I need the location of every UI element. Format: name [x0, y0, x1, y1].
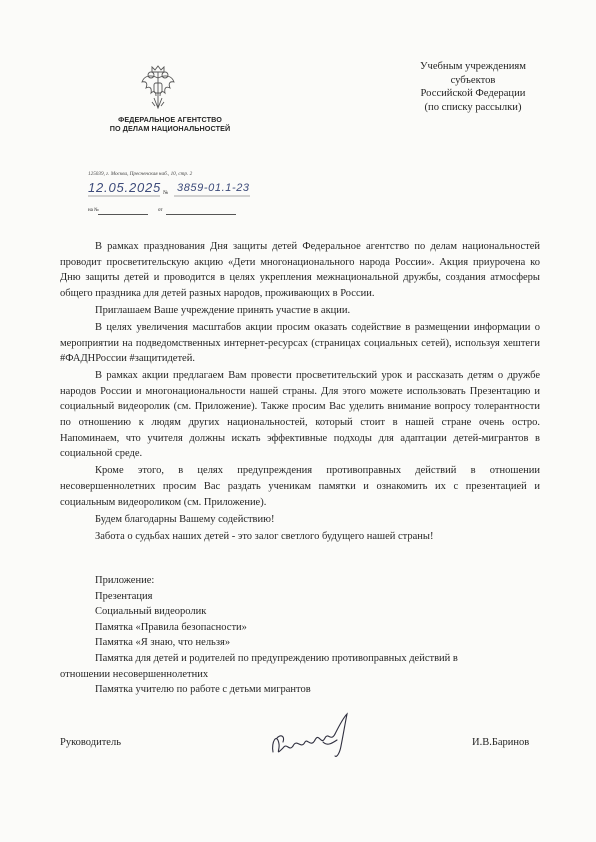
reference-line — [88, 208, 238, 216]
reference-number-label: на № — [88, 208, 99, 213]
attachment-item: Памятка «Правила безопасности» — [95, 621, 247, 633]
attachments-list — [60, 573, 540, 698]
handwritten-signature — [265, 712, 360, 760]
signer-position: Руководитель — [60, 737, 121, 748]
attachment-item: Памятка учителю по работе с детьми мигрантов — [95, 684, 311, 696]
agency-name — [100, 115, 240, 133]
attachment-item: Социальный видеоролик — [95, 606, 207, 618]
agency-name-line-2: ПО ДЕЛАМ НАЦИОНАЛЬНОСТЕЙ — [109, 124, 231, 133]
coat-of-arms-emblem — [140, 64, 176, 112]
paragraph-7: Забота о судьбах наших детей - это залог светлого будущего нашей страны! — [95, 530, 434, 542]
recipient-line-2: субъектов — [450, 74, 496, 86]
paragraph-4: В рамках акции предлагаем Вам провести просветительский урок и рассказать детям о дружбе народов России и многонациональности нашей страны. Для этого можете использовать Презентацию и социальный видеоролик (см. Приложение). Также просим Вас уделить внимание вопросу толерантности по отношению к людям других национальностей, который стоит в нашей стране очень остро. Напоминаем, что учителя должны искать эффективные подходы для адаптации детей-мигрантов в социальной среде. — [60, 370, 540, 460]
registration-number: 3859-01.1-23 — [177, 182, 250, 194]
attachment-item: Презентация — [95, 590, 153, 602]
recipient-line-1: Учебным учреждениям — [419, 61, 526, 72]
paragraph-2: Приглашаем Ваше учреждение принять участие в акции. — [95, 304, 351, 316]
registration-number-sign: № — [163, 190, 169, 196]
agency-name-line-1: ФЕДЕРАЛЬНОЕ АГЕНТСТВО — [118, 115, 222, 124]
recipient-line-4: (по списку рассылки) — [424, 101, 522, 113]
recipient-address — [383, 60, 563, 114]
reference-number-underline — [98, 214, 148, 215]
registration-date: 12.05.2025 — [88, 180, 162, 195]
reference-date-underline — [166, 214, 236, 215]
signer-name: И.В.Баринов — [472, 737, 530, 748]
paragraph-6: Будем благодарны Вашему содействию! — [95, 513, 275, 525]
paragraph-3: В целях увеличения масштабов акции просим оказать содействие в размещении информации о мероприятии на подведомственных интернет-ресурсах (страницах социальных сетей), используя хештеги #ФАДНРоссии #защитидетей. — [60, 321, 540, 365]
reference-date-label: от — [158, 208, 163, 213]
attachment-item-continuation: отношении несовершеннолетних — [60, 668, 209, 680]
attachments-heading: Приложение: — [95, 575, 155, 586]
registration-underline — [88, 194, 253, 198]
recipient-line-3: Российской Федерации — [420, 88, 526, 100]
attachment-item: Памятка «Я знаю, что нельзя» — [95, 637, 231, 649]
postal-address: 125039, г. Москва, Пресненская наб., 10, стр. 2 — [88, 171, 193, 177]
paragraph-1: В рамках празднования Дня защиты детей Федеральное агентство по делам национальностей проводит просветительскую акцию «Дети многонационального народа России». Акция приурочена ко Дню защиты детей и проводится в целях укрепления межнациональной дружбы, создания атмосферы общего праздника для детей разных народов, проживающих в России. — [60, 241, 540, 299]
attachment-item: Памятка для детей и родителей по предупреждению противоправных действий в — [95, 652, 458, 664]
paragraph-5: Кроме этого, в целях предупреждения противоправных действий в отношении несовершеннолетних просим Вас раздать ученикам памятки и ознакомить их с презентацией и социальным видеороликом (см. Приложение). — [60, 465, 540, 508]
letter-body — [60, 239, 540, 546]
